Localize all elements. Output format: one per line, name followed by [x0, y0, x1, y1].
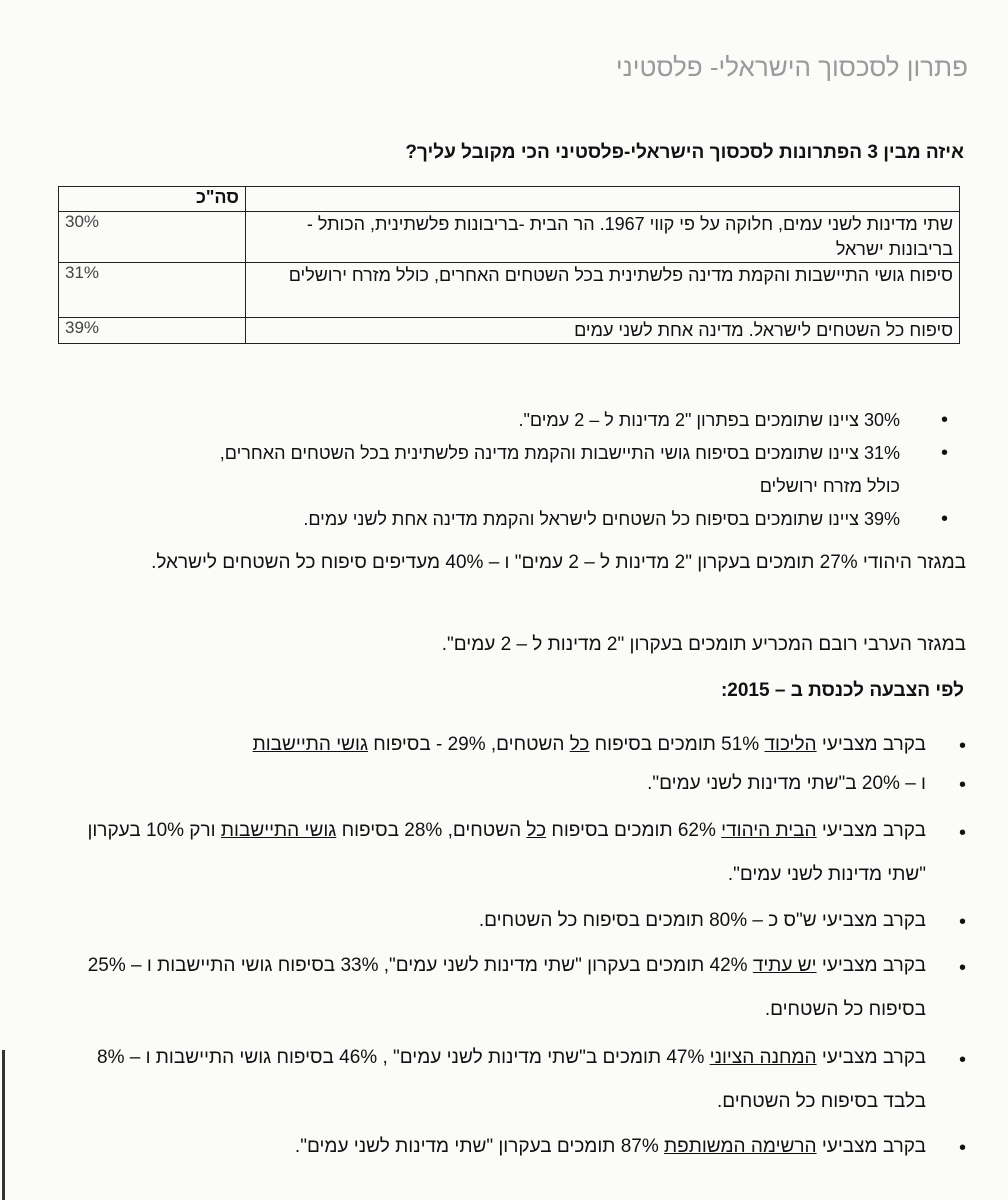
table-row — [59, 318, 960, 344]
table-header-option — [246, 187, 960, 212]
header-title: פתרון לסכסוך הישראלי- פלסטיני — [615, 52, 968, 82]
results-table — [58, 186, 960, 344]
party-name: הרשימה המשותפת — [664, 1136, 817, 1157]
party-name: יש עתיד — [752, 955, 817, 976]
table-cell-option: סיפוח גושי התיישבות והקמת מדינה פלשתינית בכל השטחים האחרים, כולל מזרח ירושלים — [246, 263, 960, 318]
arab-sector-paragraph: במגזר הערבי רובם המכריע תומכים בעקרון "2 מדינות ל – 2 עמים". — [441, 634, 966, 655]
section-title: לפי הצבעה לכנסת ב – 2015: — [720, 680, 964, 701]
list-item: • 39% ציינו שתומכים בסיפוח כל השטחים לישראל והקמת מדינה אחת לשני עמים. — [208, 503, 948, 536]
table-header-total: סה"כ — [59, 187, 246, 212]
table-cell-option: סיפוח כל השטחים לישראל. מדינה אחת לשני עמים — [246, 318, 960, 344]
survey-question: איזה מבין 3 הפתרונות לסכסוך הישראלי-פלסטיני הכי מקובל עליך? — [405, 142, 964, 163]
list-item: • בקרב מצביעי הליכוד 51% תומכים בסיפוח כל השטחים, 29% - בסיפוח גושי התיישבות — [78, 726, 966, 763]
list-item: • בקרב מצביעי ש"ס כ – 80% תומכים בסיפוח כל השטחים. — [78, 902, 966, 939]
table-cell-option: שתי מדינות לשני עמים, חלוקה על פי קווי 1967. הר הבית -בריבונות פלשתינית, הכותל - בריבונות ישראל — [246, 212, 960, 263]
table-cell-total: 30% — [59, 212, 246, 263]
list-item: • בקרב מצביעי המחנה הציוני 47% תומכים ב"שתי מדינות לשני עמים" , 46% בסיפוח גושי התיישבות ו – 8% בלבד בסיפוח כל השטחים. — [78, 1036, 966, 1124]
jewish-sector-paragraph: במגזר היהודי 27% תומכים בעקרון "2 מדינות ל – 2 עמים" ו – 40% מעדיפים סיפוח כל השטחים לישראל. — [151, 552, 966, 573]
list-item: • בקרב מצביעי הרשימה המשותפת 87% תומכים בעקרון "שתי מדינות לשני עמים". — [78, 1128, 966, 1165]
table-row — [59, 263, 960, 318]
list-item: • ו – 20% ב"שתי מדינות לשני עמים". — [78, 765, 966, 802]
list-item: • 30% ציינו שתומכים בפתרון "2 מדינות ל – 2 עמים". — [208, 404, 948, 437]
table-cell-total: 39% — [59, 318, 246, 344]
table-row — [59, 212, 960, 263]
party-name: הליכוד — [764, 734, 817, 755]
summary-bullets — [208, 404, 948, 536]
party-breakdown-list — [78, 726, 966, 1165]
scan-edge-shadow — [2, 1050, 5, 1200]
table-header-row — [59, 187, 960, 212]
list-item: • 31% ציינו שתומכים בסיפוח גושי התיישבות והקמת מדינה פלשתינית בכל השטחים האחרים, כולל מזרח ירושלים — [208, 437, 948, 503]
list-item: • בקרב מצביעי יש עתיד 42% תומכים בעקרון "שתי מדינות לשני עמים", 33% בסיפוח גושי התיישבות ו – 25% בסיפוח כל השטחים. — [78, 944, 966, 1032]
table-cell-total: 31% — [59, 263, 246, 318]
party-name: הבית היהודי — [721, 820, 817, 841]
list-item: • בקרב מצביעי הבית היהודי 62% תומכים בסיפוח כל השטחים, 28% בסיפוח גושי התיישבות ורק 10% בעקרון "שתי מדינות לשני עמים". — [78, 809, 966, 897]
party-name: המחנה הציוני — [709, 1047, 817, 1068]
